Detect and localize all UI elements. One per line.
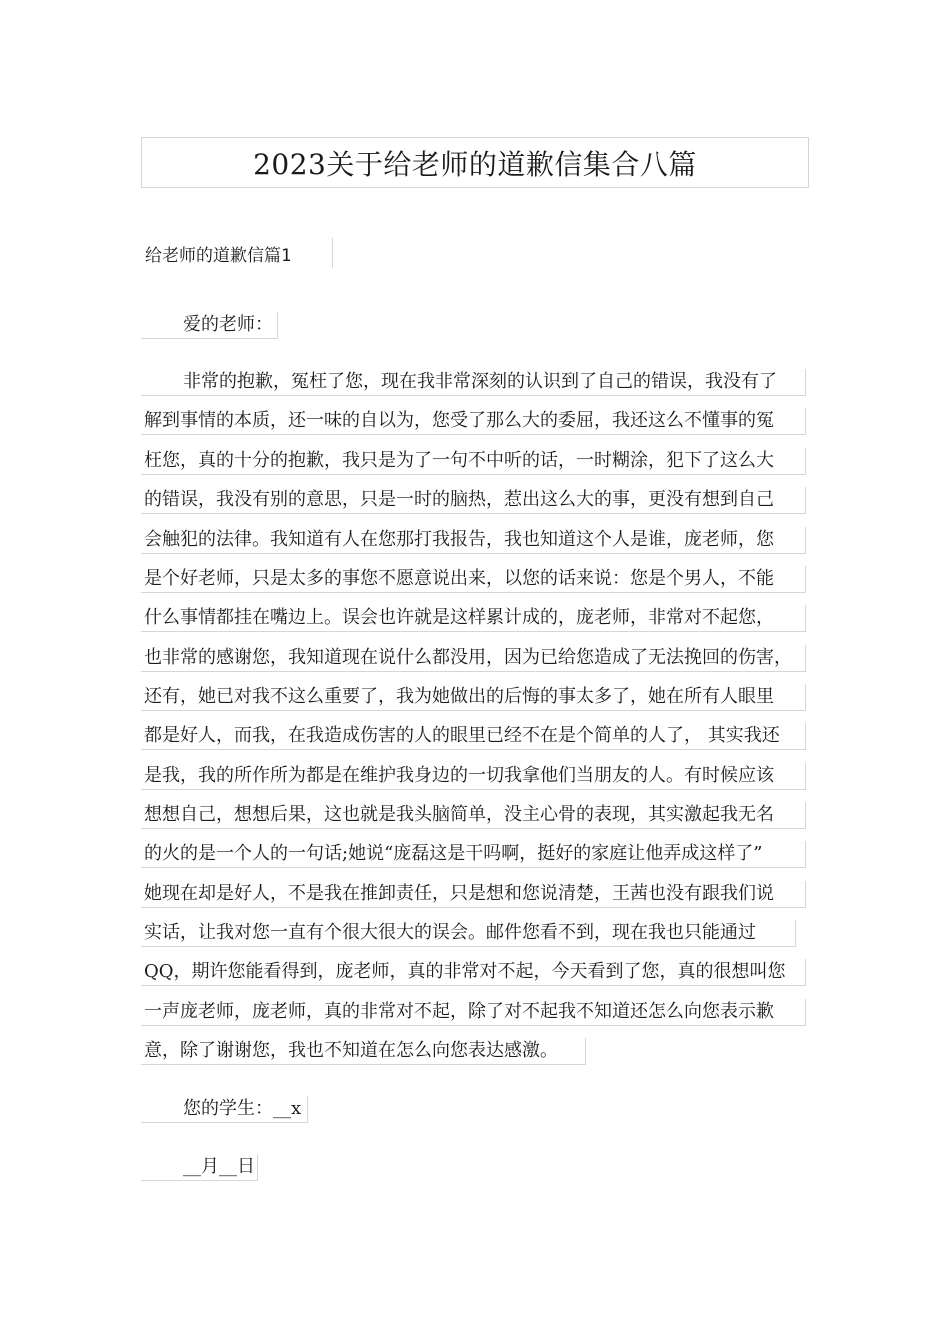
paragraph-line: QQ，期许您能看得到，庞老师，真的非常对不起，今天看到了您，真的很想叫您	[141, 959, 806, 986]
paragraph-line: 是我，我的所作所为都是在维护我身边的一切我拿他们当朋友的人。有时候应该	[141, 763, 806, 790]
salutation: 爱的老师：	[141, 312, 278, 339]
paragraph-line: 想想自己，想想后果，这也就是我头脑简单，没主心骨的表现，其实激起我无名	[141, 802, 806, 829]
paragraph-line: 解到事情的本质，还一味的自以为，您受了那么大的委屈，我还这么不懂事的冤	[141, 408, 806, 435]
document-title: 2023关于给老师的道歉信集合八篇	[253, 147, 697, 181]
paragraph-line: 她现在却是好人，不是我在推卸责任，只是想和您说清楚，王茜也没有跟我们说	[141, 881, 806, 908]
paragraph-line: 意，除了谢谢您，我也不知道在怎么向您表达感激。	[141, 1038, 586, 1065]
paragraph-line: 实话，让我对您一直有个很大很大的误会。邮件您看不到，现在我也只能通过	[141, 920, 796, 947]
paragraph-line: 会触犯的法律。我知道有人在您那打我报告，我也知道这个人是谁，庞老师，您	[141, 527, 806, 554]
section-heading-box	[141, 238, 333, 268]
paragraph-line: 枉您，真的十分的抱歉，我只是为了一句不中听的话，一时糊涂，犯下了这么大	[141, 448, 806, 475]
section-heading: 给老师的道歉信篇1	[145, 245, 292, 266]
paragraph-line: 的错误，我没有别的意思，只是一时的脑热，惹出这么大的事，更没有想到自己	[141, 487, 806, 514]
paragraph-line: 的火的是一个人的一句话;她说“庞磊这是干吗啊，挺好的家庭让他弄成这样了”	[141, 841, 806, 868]
paragraph-line: 是个好老师，只是太多的事您不愿意说出来，以您的话来说：您是个男人，不能	[141, 566, 806, 593]
paragraph-line: 什么事情都挂在嘴边上。误会也许就是这样累计成的，庞老师，非常对不起您，	[141, 605, 806, 632]
paragraph-line: 一声庞老师，庞老师，真的非常对不起，除了对不起我不知道还怎么向您表示歉	[141, 999, 806, 1026]
paragraph-line: 非常的抱歉，冤枉了您，现在我非常深刻的认识到了自己的错误，我没有了	[141, 369, 806, 396]
signature: 您的学生：__x	[141, 1096, 308, 1123]
paragraph-line: 都是好人，而我，在我造成伤害的人的眼里已经不在是个简单的人了， 其实我还	[141, 723, 806, 750]
date-line: __月__日	[141, 1154, 258, 1181]
paragraph-line: 也非常的感谢您，我知道现在说什么都没用，因为已给您造成了无法挽回的伤害，	[141, 645, 806, 672]
document-title-box	[141, 137, 809, 188]
paragraph-line: 还有，她已对我不这么重要了，我为她做出的后悔的事太多了，她在所有人眼里	[141, 684, 806, 711]
